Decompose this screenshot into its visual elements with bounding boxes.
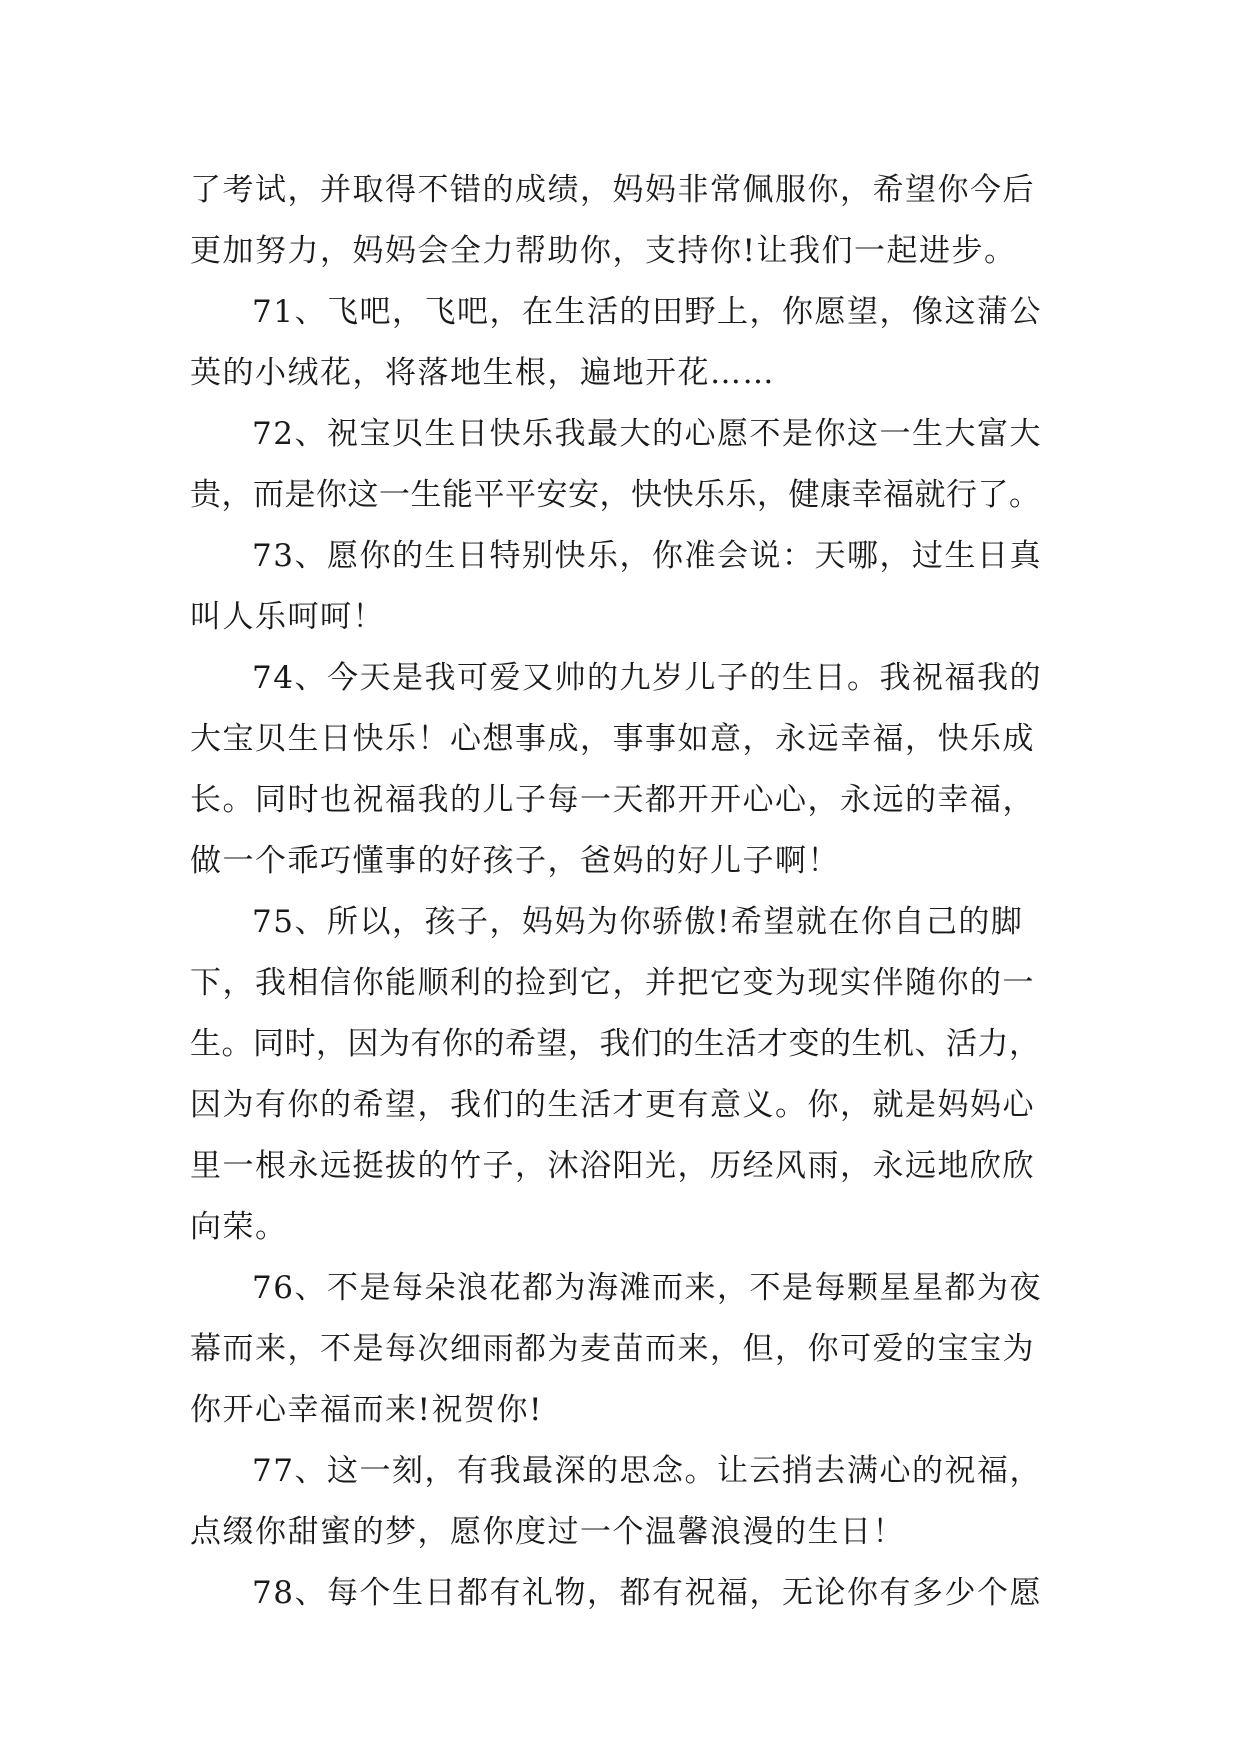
text-line: 点缀你甜蜜的梦，愿你度过一个温馨浪漫的生日！ (190, 1514, 905, 1550)
paragraph-73: 73、愿你的生日特别快乐，你准会说：天哪，过生日真 (252, 538, 1042, 574)
text-line: 大宝贝生日快乐！心想事成，事事如意，永远幸福，快乐成 (190, 721, 1035, 757)
text-line: 做一个乖巧懂事的好孩子，爸妈的好儿子啊！ (190, 843, 840, 879)
text-line: 里一根永远挺拔的竹子，沐浴阳光，历经风雨，永远地欣欣 (190, 1148, 1035, 1184)
paragraph-74: 74、今天是我可爱又帅的九岁儿子的生日。我祝福我的 (252, 660, 1042, 696)
text-line: 下，我相信你能顺利的捡到它，并把它变为现实伴随你的一 (190, 965, 1035, 1001)
text-line: 你开心幸福而来!祝贺你! (190, 1392, 543, 1428)
paragraph-75: 75、所以，孩子，妈妈为你骄傲!希望就在你自己的脚 (252, 904, 1024, 940)
text-line: 因为有你的希望，我们的生活才更有意义。你，就是妈妈心 (190, 1087, 1035, 1123)
paragraph-72: 72、祝宝贝生日快乐我最大的心愿不是你这一生大富大 (252, 416, 1042, 452)
paragraph-76: 76、不是每朵浪花都为海滩而来，不是每颗星星都为夜 (252, 1270, 1042, 1306)
text-line: 贵，而是你这一生能平平安安，快快乐乐，健康幸福就行了。 (190, 477, 1041, 513)
document-body (190, 160, 1046, 1624)
text-line: 英的小绒花，将落地生根，遍地开花…… (190, 355, 775, 391)
text-line: 幕而来，不是每次细雨都为麦苗而来，但，你可爱的宝宝为 (190, 1331, 1035, 1367)
text-line: 长。同时也祝福我的儿子每一天都开开心心，永远的幸福， (190, 782, 1035, 818)
text-line: 生。同时，因为有你的希望，我们的生活才变的生机、活力， (190, 1026, 1041, 1062)
text-line: 向荣。 (190, 1209, 288, 1245)
text-line: 更加努力，妈妈会全力帮助你，支持你!让我们一起进步。 (190, 233, 1017, 269)
paragraph-78: 78、每个生日都有礼物，都有祝福，无论你有多少个愿 (252, 1575, 1042, 1611)
paragraph-77: 77、这一刻，有我最深的思念。让云捎去满心的祝福， (252, 1453, 1042, 1489)
paragraph-71: 71、飞吧，飞吧，在生活的田野上，你愿望，像这蒲公 (252, 294, 1042, 330)
text-line: 了考试，并取得不错的成绩，妈妈非常佩服你，希望你今后 (190, 172, 1035, 208)
text-line: 叫人乐呵呵！ (190, 599, 385, 635)
